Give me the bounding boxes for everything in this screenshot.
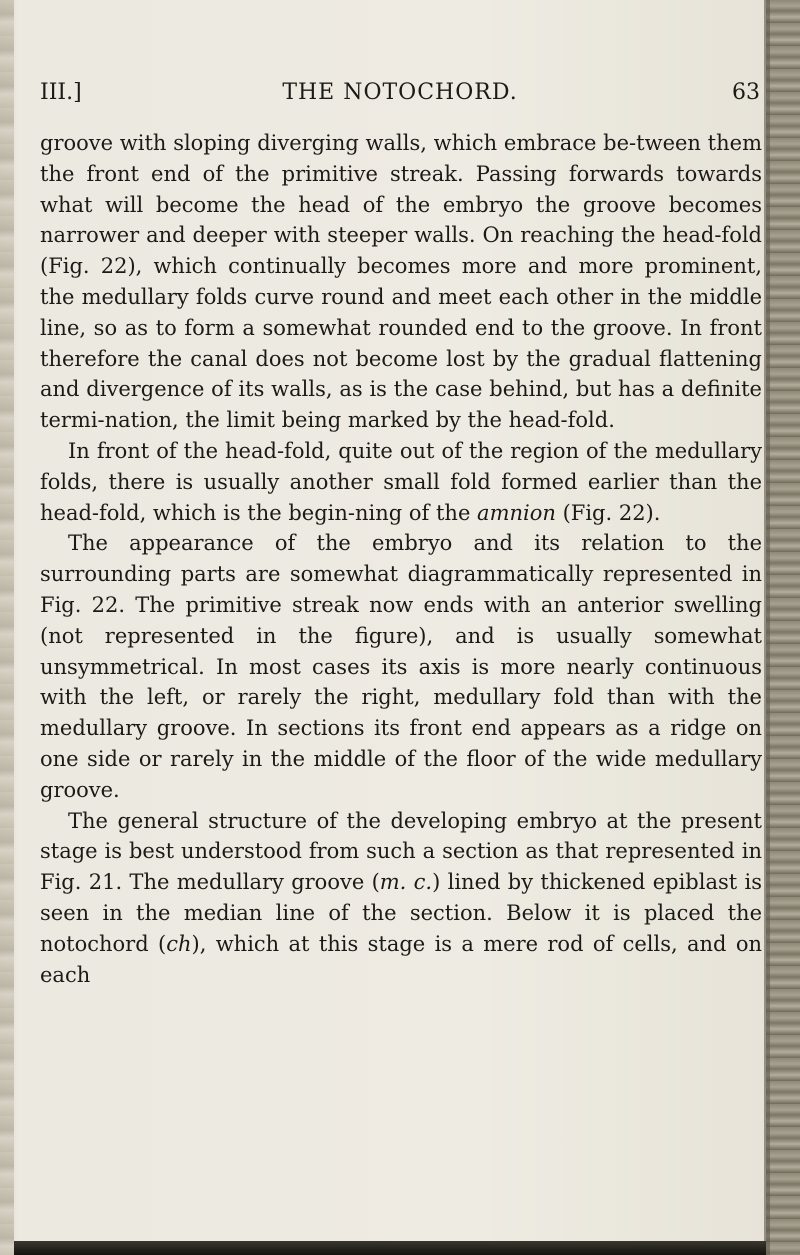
paragraph-2: [40, 436, 762, 528]
chapter-number: III.]: [40, 80, 82, 105]
italic-term: amnion: [477, 500, 556, 525]
page-edge-shadow: [764, 0, 770, 1255]
text-run: ), which at this stage is a mere rod of cells, and on each: [40, 931, 763, 987]
text-run: In front of the head-fold, quite out of the region of the medullary folds, there is usually another small fold formed earlier than the head-fold, which is the begin-ning of the: [40, 438, 762, 525]
text-run: ) lined by thickened epiblast is seen in the median line of the section. Below it is placed the notochord (: [40, 870, 762, 956]
text-run: (Fig. 22).: [555, 500, 661, 525]
paragraph-3: [40, 528, 762, 805]
page-binding-edge: [0, 0, 14, 1255]
paragraph-1: [40, 128, 762, 436]
running-title: THE NOTOCHORD.: [282, 80, 518, 105]
page-number: 63: [732, 80, 760, 105]
page-bottom-shadow: [14, 1241, 766, 1255]
italic-term: ch: [166, 931, 192, 956]
page-fore-edge: [766, 0, 800, 1255]
text-run: The general structure of the developing embryo at the present stage is best understood from such a section as that represented in Fig. 21. The medullary groove (: [40, 808, 762, 895]
paragraph-4: [40, 806, 762, 991]
running-header: [40, 80, 760, 114]
text-run: groove with sloping diverging walls, which embrace be-tween them the front end of the primitive streak. Passing forwards towards what will become the head of the embryo the groove becomes narrower and deeper with steeper walls. On reaching the head-fold (Fig. 22), which continually becomes more and more prominent, the medullary folds curve round and meet each other in the middle line, so as to form a somewhat rounded end to the groove. In front therefore the canal does not become lost by the gradual flattening and divergence of its walls, as is the case behind, but has a definite termi-nation, the limit being marked by the head-fold.: [40, 131, 762, 433]
text-run: The appearance of the embryo and its relation to the surrounding parts are somewhat diagrammatically represented in Fig. 22. The primitive streak now ends with an anterior swelling (not represented in the figure), and is usually somewhat unsymmetrical. In most cases its axis is more nearly continuous with the left, or rarely the right, medullary fold than with the medullary groove. In sections its front end appears as a ridge on one side or rarely in the middle of the floor of the wide medullary groove.: [40, 531, 762, 802]
body-text: [40, 128, 762, 990]
italic-term: m. c.: [379, 870, 433, 895]
